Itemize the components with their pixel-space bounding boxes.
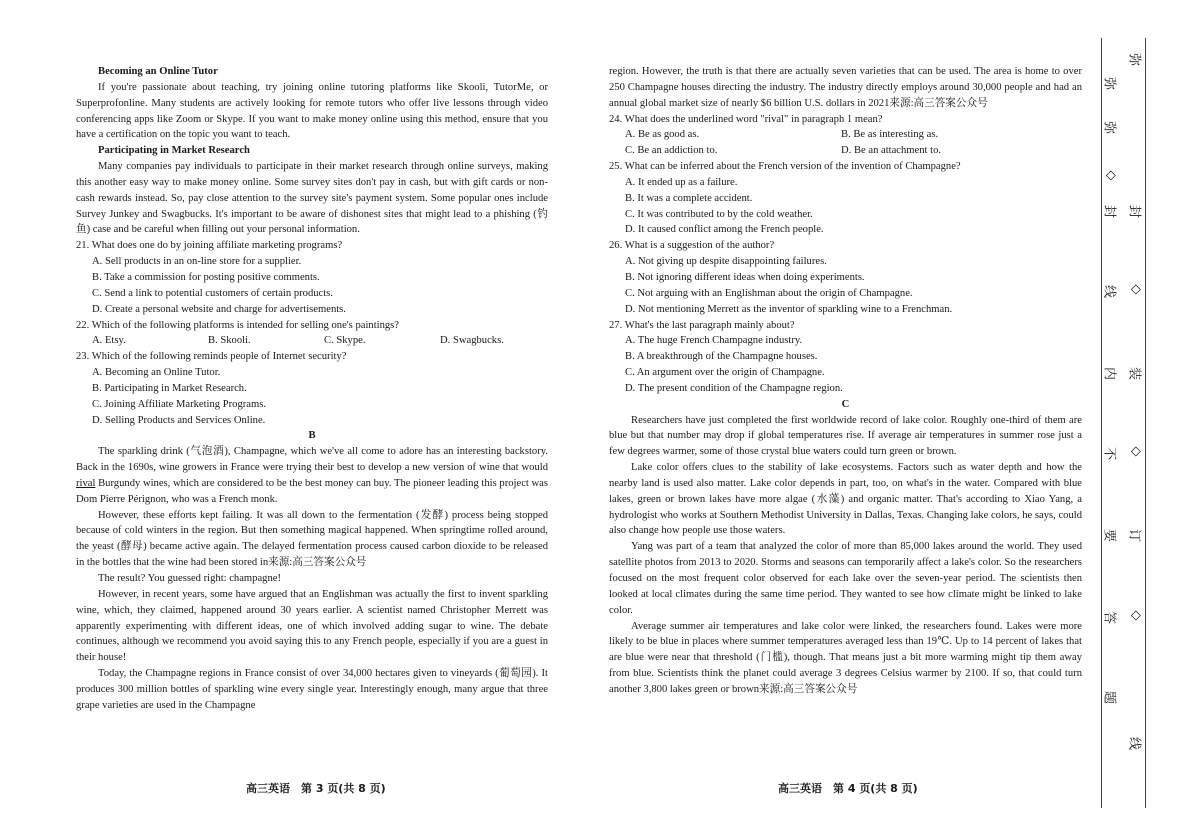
question-25-option-d: D. It caused conflict among the French people. — [625, 224, 824, 236]
passage-b-paragraph-5: Today, the Champagne regions in France consist of over 34,000 hectares given to vineyards (葡萄园). It produces 300 million bottles of sparkling wine every single year. Interestingly enough, many argue that three grape varieties are used in the Champagne — [76, 668, 548, 711]
question-26-option-b: B. Not ignoring different ideas when doing experiments. — [625, 271, 865, 283]
question-24-stem: 24. What does the underlined word "rival" in paragraph 1 mean? — [609, 113, 883, 125]
question-24-options-row-1 — [609, 127, 1082, 143]
seal-char-feng-2: 封 — [1126, 204, 1142, 218]
passage-c-paragraph-3: Yang was part of a team that analyzed the color of more than 85,000 lakes around the world. They used satellite photos from 2013 to 2020. Storms and seasons can temporarily affect a lake's color. So the researchers focused on the most frequent color observed for each lake over the seven-year period. The scientists then looked at local climates during the same time period. They wanted to see how climate might be linked to lake color. — [609, 541, 1082, 616]
question-25-stem: 25. What can be inferred about the French version of the invention of Champagne? — [609, 161, 961, 173]
passage-c-paragraph-2: Lake color offers clues to the stability of lake ecosystems. Factors such as water depth and how the nearby land is used also matter. Lake color depends in part, too, on what's in the water. Compared with blue lakes, green or brown lakes have more algae (水藻) and organic matter. That's according to Xiao Yang, a hydrologist who works at Southern Methodist University in Dallas, Texas. Changing lake colors, he says, could also change how people use those waters. — [609, 462, 1082, 537]
left-column — [76, 64, 548, 714]
seal-char-xian-1: 线 — [1101, 284, 1117, 298]
seal-diamond-4: ◇ — [1128, 610, 1144, 621]
question-23-option-d: D. Selling Products and Services Online. — [92, 414, 266, 426]
question-21-stem: 21. What does one do by joining affiliate marketing programs? — [76, 240, 343, 252]
question-27-option-d: D. The present condition of the Champagne region. — [625, 382, 843, 394]
question-22-option-b: B. Skooli. — [208, 335, 251, 347]
question-21-option-d: D. Create a personal website and charge for advertisements. — [92, 303, 346, 315]
question-26-option-d: D. Not mentioning Merrett as the inventor of sparkling wine to a Frenchman. — [625, 303, 953, 315]
online-tutor-heading: Becoming an Online Tutor — [98, 66, 218, 77]
question-23-stem: 23. Which of the following reminds people of Internet security? — [76, 351, 347, 363]
question-27-option-b: B. A breakthrough of the Champagne houses. — [625, 351, 818, 363]
passage-c-paragraph-1: Researchers have just completed the first worldwide record of lake color. Roughly one-third of them are blue but that number may drop if global temperatures rise. If average air temperatures in summer rose just a few degrees warmer, some of those crystal blue waters could turn green or brown. — [609, 414, 1082, 458]
market-research-heading: Participating in Market Research — [98, 145, 250, 157]
seal-char-mi-1: 弥 — [1101, 76, 1117, 90]
question-23-option-b: B. Participating in Market Research. — [92, 382, 247, 394]
seal-char-feng-1: 封 — [1101, 204, 1117, 218]
question-24-option-a: A. Be as good as. — [625, 129, 700, 141]
passage-b-paragraph-2: However, these efforts kept failing. It was all down to the fermentation (发酵) process being stopped because of cold winters in the region. But then something magical happened. When springtime rolled around, the yeast (酵母) became active again. The delayed fermentation process caused carbon dioxide to be released in the bottles that the wine had been stored in来源:高三答案公众号 — [76, 509, 548, 569]
seal-char-mi-3: 弥 — [1126, 52, 1142, 66]
section-b-label: B — [308, 430, 316, 442]
passage-c-paragraph-4: Average summer air temperatures and lake color were linked, the researchers found. Lakes were more likely to be blue in places where summer temperatures averaged less than 19℃. Up to 14 percent of lakes that are blue were near that threshold (门槛), though. That means just a bit more warming might tip them away from blue. Scientists think the planet could average 3 degrees Celsius warmer by 2100. If so, that could turn another 3,800 lakes green or brown来源:高三答案公众号 — [609, 620, 1082, 695]
passage-b-paragraph-1-start: The sparkling drink (气泡酒), Champagne, which we've all come to adore has an interesting backstory. Back in the 1690s, wine growers in France were trying their best to develop a new version of wine that would — [76, 446, 548, 474]
question-21-option-c: C. Send a link to potential customers of certain products. — [92, 287, 333, 299]
question-25-option-a: A. It ended up as a failure. — [625, 176, 738, 188]
question-21-option-b: B. Take a commission for posting positive comments. — [92, 271, 320, 283]
seal-char-bu: 不 — [1101, 446, 1117, 460]
question-24-option-b: B. Be as interesting as. — [841, 129, 939, 141]
question-26-option-c: C. Not arguing with an Englishman about the origin of Champagne. — [625, 287, 913, 299]
passage-b-paragraph-3: The result? You guessed right: champagne! — [98, 573, 281, 584]
seal-diamond-1: ◇ — [1103, 170, 1119, 181]
online-tutor-paragraph: If you're passionate about teaching, try joining online tutoring platforms like Skooli, TutorMe, or Superprofonline. Many students are actively looking for remote tutors who offer live lessons through video conferencing apps like Zoom or Skype. If you want to make money online using this method, ensure that you have a certification on the topic you want to teach. — [76, 81, 548, 141]
seal-line-inner — [1145, 38, 1146, 808]
page-footer-right: 高三英语 第 4 页(共 8 页) — [778, 782, 918, 795]
question-22-option-c: C. Skype. — [324, 335, 366, 347]
seal-char-nei: 内 — [1101, 366, 1117, 380]
question-26-stem: 26. What is a suggestion of the author? — [609, 240, 775, 252]
seal-char-zhuang: 装 — [1126, 366, 1142, 380]
question-22-stem: 22. Which of the following platforms is intended for selling one's paintings? — [76, 319, 400, 331]
question-25-option-b: B. It was a complete accident. — [625, 192, 753, 204]
binding-seal-strip — [1098, 38, 1148, 808]
seal-char-ti: 题 — [1101, 690, 1117, 704]
question-22-option-d: D. Swagbucks. — [440, 335, 504, 347]
question-22-option-a: A. Etsy. — [92, 335, 126, 347]
question-25-option-c: C. It was contributed to by the cold weather. — [625, 208, 813, 220]
underlined-word-rival: rival — [76, 477, 96, 489]
passage-b-paragraph-1 — [76, 444, 548, 507]
question-24-option-d: D. Be an attachment to. — [841, 145, 942, 157]
question-24-option-c: C. Be an addiction to. — [625, 145, 718, 157]
seal-diamond-3: ◇ — [1128, 446, 1144, 457]
question-22-options — [76, 333, 548, 349]
question-24-options-row-2 — [609, 143, 1082, 159]
seal-char-da: 答 — [1101, 610, 1117, 624]
section-c-label: C — [841, 398, 850, 410]
passage-b-paragraph-4: However, in recent years, some have argued that an Englishman was actually the first to invent sparkling wine, which, they claimed, happened around 30 years earlier. A scientist named Christopher Merrett was apparently experimenting with different ideas, one of which involved adding sugar to wine. The debate continues, although we recommend you avoid saying this to any French people, especially if you are a guest in their house! — [76, 588, 548, 664]
question-26-option-a: A. Not giving up despite disappointing failures. — [625, 256, 827, 268]
question-27-option-a: A. The huge French Champagne industry. — [625, 335, 803, 347]
passage-b-paragraph-5-continued: region. However, the truth is that there are actually seven varieties that can be used. The area is home to over 250 Champagne houses directing the industry. The industry directly employs around 30,000 people and had an annual global market size of nearly $6 billion U.S. dollars in 2021来源:高三答案公众号 — [609, 66, 1082, 109]
seal-char-mi-2: 弥 — [1101, 120, 1117, 134]
page-footer-left: 高三英语 第 3 页(共 8 页) — [246, 782, 386, 795]
passage-b-paragraph-1-end: Burgundy wines, which are considered to be the best money can buy. The pioneer leading this project was Dom Pierre Pérignon, who was a French monk. — [76, 477, 548, 505]
question-27-option-c: C. An argument over the origin of Champagne. — [625, 367, 825, 379]
seal-char-xian-2: 线 — [1126, 736, 1142, 750]
seal-diamond-2: ◇ — [1128, 284, 1144, 295]
seal-char-ding: 订 — [1126, 528, 1142, 542]
market-research-paragraph: Many companies pay individuals to participate in their market research through online surveys, making this another easy way to make money online. Some survey sites don't pay in cash, but with gift cards or non-cash rewards instead. So, pay close attention to the survey site's payment system. Some popular ones include Survey Junkey and Swagbucks. It's important to be aware of dishonest sites that might lead to a phishing (钓鱼) case and be careful when filling out your personal information. — [76, 161, 548, 236]
question-23-option-a: A. Becoming an Online Tutor. — [92, 367, 221, 379]
question-21-option-a: A. Sell products in an on-line store for a supplier. — [92, 256, 302, 268]
question-27-stem: 27. What's the last paragraph mainly about? — [609, 319, 795, 331]
question-23-option-c: C. Joining Affiliate Marketing Programs. — [92, 398, 266, 410]
right-column — [609, 64, 1082, 698]
seal-char-yao: 要 — [1101, 528, 1117, 542]
